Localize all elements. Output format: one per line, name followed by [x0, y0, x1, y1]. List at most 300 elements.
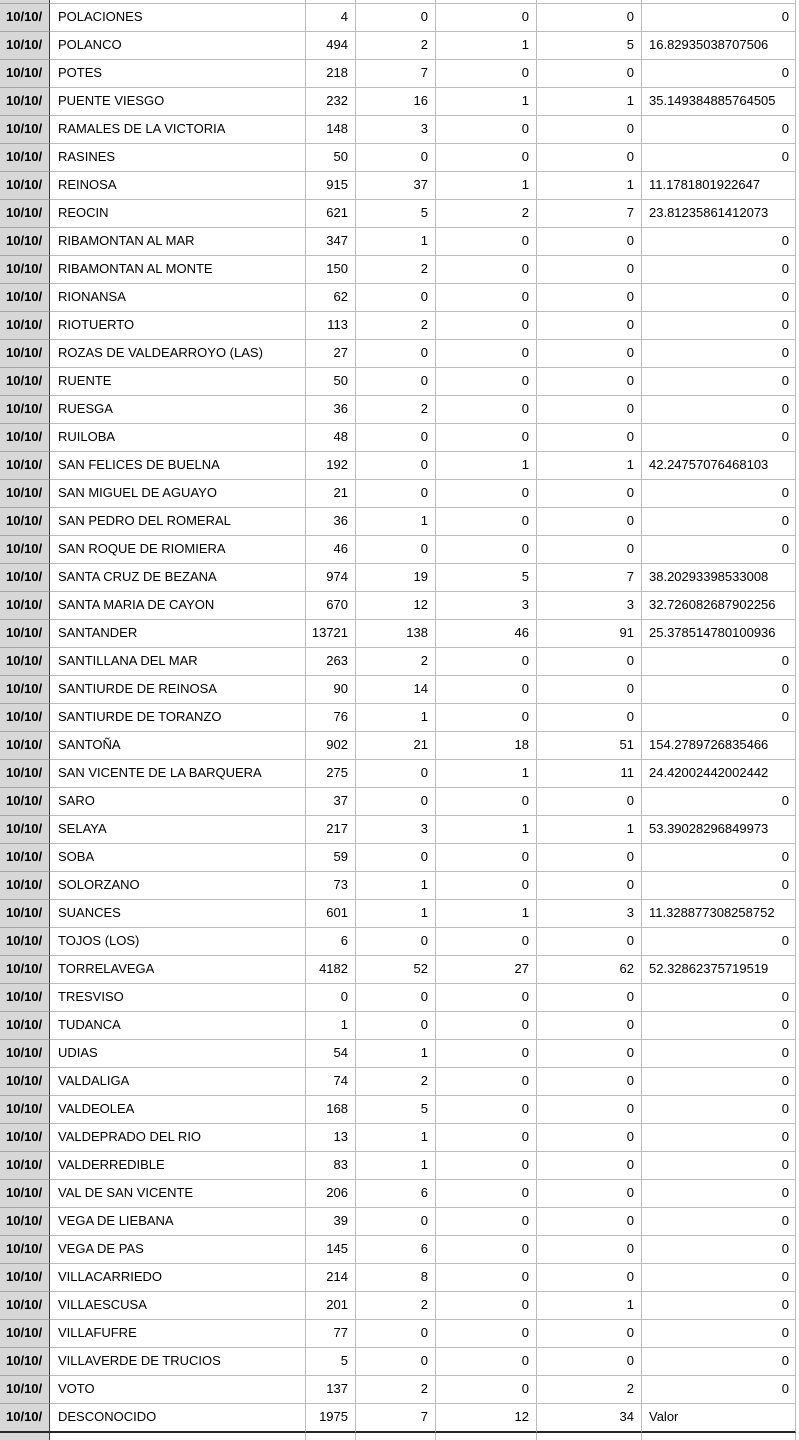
value-cell-2[interactable]: 0 — [356, 788, 436, 816]
value-cell-2[interactable]: 2 — [356, 396, 436, 424]
value-cell-2[interactable]: 2 — [356, 1292, 436, 1320]
value-cell-3[interactable]: 12 — [436, 1404, 537, 1433]
value-cell-1[interactable]: 902 — [306, 732, 356, 760]
rate-cell[interactable]: 154.2789726835466 — [642, 732, 796, 760]
value-cell-1[interactable]: 1 — [306, 1012, 356, 1040]
rate-cell[interactable]: 0 — [642, 1348, 796, 1376]
municipality-cell[interactable]: SANTIURDE DE TORANZO — [50, 704, 306, 732]
rate-cell[interactable]: 53.39028296849973 — [642, 816, 796, 844]
municipality-cell[interactable]: TUDANCA — [50, 1012, 306, 1040]
value-cell-2[interactable]: 0 — [356, 284, 436, 312]
municipality-cell[interactable]: VALDERREDIBLE — [50, 1152, 306, 1180]
municipality-cell[interactable]: RASINES — [50, 144, 306, 172]
municipality-cell[interactable]: DESCONOCIDO — [50, 1404, 306, 1433]
rate-cell[interactable]: 0 — [642, 1236, 796, 1264]
value-cell-3[interactable]: 0 — [436, 648, 537, 676]
date-cell[interactable]: 10/10/ — [0, 1040, 50, 1068]
value-cell-2[interactable]: 0 — [356, 844, 436, 872]
value-cell-3[interactable]: 0 — [436, 788, 537, 816]
rate-cell[interactable]: 0 — [642, 508, 796, 536]
value-cell-1[interactable]: 137 — [306, 1376, 356, 1404]
value-cell-1[interactable]: 62 — [306, 284, 356, 312]
value-cell-1[interactable]: 74 — [306, 1068, 356, 1096]
value-cell-4[interactable]: 0 — [537, 228, 642, 256]
municipality-cell[interactable]: POLANCO — [50, 32, 306, 60]
rate-cell[interactable]: 0 — [642, 480, 796, 508]
value-cell-4[interactable]: 0 — [537, 984, 642, 1012]
municipality-cell[interactable]: SANTA MARIA DE CAYON — [50, 592, 306, 620]
rate-cell[interactable]: 0 — [642, 284, 796, 312]
rate-cell[interactable]: 0 — [642, 704, 796, 732]
municipality-cell[interactable]: POLACIONES — [50, 4, 306, 32]
value-cell-4[interactable]: 0 — [537, 284, 642, 312]
value-cell-3[interactable]: 0 — [436, 1208, 537, 1236]
value-cell-4[interactable]: 1 — [537, 172, 642, 200]
value-cell-3[interactable]: 0 — [436, 1376, 537, 1404]
value-cell-4[interactable]: 0 — [537, 676, 642, 704]
value-cell-4[interactable]: 0 — [537, 1012, 642, 1040]
value-cell-1[interactable]: 73 — [306, 872, 356, 900]
municipality-cell[interactable]: SANTANDER — [50, 620, 306, 648]
value-cell-4[interactable]: 0 — [537, 4, 642, 32]
value-cell-3[interactable]: 0 — [436, 1012, 537, 1040]
rate-cell[interactable]: 0 — [642, 60, 796, 88]
value-cell-4[interactable]: 0 — [537, 704, 642, 732]
value-cell-4[interactable]: 0 — [537, 480, 642, 508]
rate-cell[interactable]: 25.378514780100936 — [642, 620, 796, 648]
date-cell[interactable]: 10/10/ — [0, 88, 50, 116]
value-cell-2[interactable]: 0 — [356, 368, 436, 396]
date-cell[interactable]: 10/10/ — [0, 32, 50, 60]
value-cell-2[interactable]: 52 — [356, 956, 436, 984]
value-cell-3[interactable]: 1 — [436, 172, 537, 200]
value-cell-3[interactable]: 0 — [436, 60, 537, 88]
value-cell-2[interactable]: 2 — [356, 312, 436, 340]
value-cell-4[interactable]: 0 — [537, 144, 642, 172]
value-cell-1[interactable]: 275 — [306, 760, 356, 788]
value-cell-4[interactable]: 0 — [537, 424, 642, 452]
value-cell-3[interactable]: 0 — [436, 284, 537, 312]
value-cell-2[interactable]: 0 — [356, 480, 436, 508]
value-cell-3[interactable]: 0 — [436, 1348, 537, 1376]
date-cell[interactable]: 10/10/ — [0, 1264, 50, 1292]
value-cell-4[interactable]: 0 — [537, 788, 642, 816]
value-cell-1[interactable]: 13 — [306, 1124, 356, 1152]
value-cell-1[interactable]: 50 — [306, 368, 356, 396]
value-cell-1[interactable]: 621 — [306, 200, 356, 228]
municipality-cell[interactable]: SAN FELICES DE BUELNA — [50, 452, 306, 480]
value-cell-1[interactable]: 77 — [306, 1320, 356, 1348]
value-cell-2[interactable]: 2 — [356, 1376, 436, 1404]
value-cell-4[interactable]: 1 — [537, 1292, 642, 1320]
value-cell-2[interactable]: 0 — [356, 1348, 436, 1376]
value-cell-2[interactable]: 0 — [356, 928, 436, 956]
rate-cell[interactable]: 0 — [642, 1040, 796, 1068]
date-cell[interactable]: 10/10/ — [0, 256, 50, 284]
rate-cell[interactable]: 0 — [642, 536, 796, 564]
date-cell[interactable]: 10/10/ — [0, 1012, 50, 1040]
value-cell-3[interactable]: 18 — [436, 732, 537, 760]
value-cell-1[interactable]: 5 — [306, 1348, 356, 1376]
value-cell-2[interactable]: 2 — [356, 1068, 436, 1096]
municipality-cell[interactable]: REOCIN — [50, 200, 306, 228]
date-cell[interactable]: 10/10/ — [0, 900, 50, 928]
rate-cell[interactable]: 42.24757076468103 — [642, 452, 796, 480]
rate-cell[interactable]: 0 — [642, 1180, 796, 1208]
value-cell-4[interactable]: 0 — [537, 536, 642, 564]
rate-cell[interactable]: 0 — [642, 1292, 796, 1320]
value-cell-4[interactable]: 0 — [537, 1124, 642, 1152]
value-cell-2[interactable]: 0 — [356, 760, 436, 788]
rate-cell[interactable]: 0 — [642, 788, 796, 816]
municipality-cell[interactable]: SOBA — [50, 844, 306, 872]
value-cell-4[interactable]: 0 — [537, 116, 642, 144]
value-cell-2[interactable]: 3 — [356, 816, 436, 844]
date-cell[interactable]: 10/10/ — [0, 368, 50, 396]
value-cell-4[interactable]: 0 — [537, 396, 642, 424]
rate-cell[interactable]: 0 — [642, 928, 796, 956]
value-cell-3[interactable]: 0 — [436, 704, 537, 732]
date-cell[interactable]: 10/10/ — [0, 928, 50, 956]
value-cell-3[interactable]: 1 — [436, 816, 537, 844]
value-cell-2[interactable]: 7 — [356, 1404, 436, 1433]
value-cell-1[interactable]: 113 — [306, 312, 356, 340]
rate-cell[interactable]: 16.82935038707506 — [642, 32, 796, 60]
date-cell[interactable]: 10/10/ — [0, 760, 50, 788]
value-cell-1[interactable]: 263 — [306, 648, 356, 676]
value-cell-3[interactable]: 0 — [436, 508, 537, 536]
value-cell-4[interactable]: 0 — [537, 1208, 642, 1236]
value-cell-3[interactable]: 1 — [436, 760, 537, 788]
value-cell-4[interactable]: 0 — [537, 508, 642, 536]
date-cell[interactable]: 10/10/ — [0, 228, 50, 256]
municipality-cell[interactable]: RIBAMONTAN AL MAR — [50, 228, 306, 256]
date-cell[interactable]: 10/10/ — [0, 732, 50, 760]
value-cell-2[interactable]: 5 — [356, 1096, 436, 1124]
municipality-cell[interactable]: REINOSA — [50, 172, 306, 200]
value-cell-1[interactable]: 0 — [306, 984, 356, 1012]
municipality-cell[interactable]: SELAYA — [50, 816, 306, 844]
municipality-cell[interactable]: VEGA DE PAS — [50, 1236, 306, 1264]
date-cell[interactable]: 10/10/ — [0, 592, 50, 620]
value-cell-4[interactable]: 0 — [537, 928, 642, 956]
value-cell-1[interactable]: 168 — [306, 1096, 356, 1124]
value-cell-1[interactable]: 145 — [306, 1236, 356, 1264]
rate-cell[interactable]: 11.1781801922647 — [642, 172, 796, 200]
municipality-cell[interactable]: RIOTUERTO — [50, 312, 306, 340]
value-cell-2[interactable]: 0 — [356, 4, 436, 32]
value-cell-4[interactable]: 0 — [537, 1180, 642, 1208]
value-cell-1[interactable]: 37 — [306, 788, 356, 816]
value-cell-1[interactable]: 36 — [306, 396, 356, 424]
municipality-cell[interactable]: VILLAFUFRE — [50, 1320, 306, 1348]
value-cell-2[interactable]: 1 — [356, 872, 436, 900]
municipality-cell[interactable]: SANTA CRUZ DE BEZANA — [50, 564, 306, 592]
value-cell-4[interactable]: 0 — [537, 1096, 642, 1124]
municipality-cell[interactable]: POTES — [50, 60, 306, 88]
municipality-cell[interactable]: SANTIURDE DE REINOSA — [50, 676, 306, 704]
rate-cell[interactable]: 0 — [642, 396, 796, 424]
date-cell[interactable]: 10/10/ — [0, 144, 50, 172]
municipality-cell[interactable]: TOJOS (LOS) — [50, 928, 306, 956]
date-cell[interactable]: 10/10/ — [0, 1320, 50, 1348]
municipality-cell[interactable]: RUENTE — [50, 368, 306, 396]
rate-cell[interactable]: 0 — [642, 1068, 796, 1096]
rate-cell[interactable]: 0 — [642, 1012, 796, 1040]
value-cell-1[interactable]: 148 — [306, 116, 356, 144]
municipality-cell[interactable]: SAN VICENTE DE LA BARQUERA — [50, 760, 306, 788]
value-cell-4[interactable]: 0 — [537, 340, 642, 368]
date-cell[interactable]: 10/10/ — [0, 844, 50, 872]
municipality-cell[interactable]: UDIAS — [50, 1040, 306, 1068]
municipality-cell[interactable]: SUANCES — [50, 900, 306, 928]
value-cell-4[interactable]: 51 — [537, 732, 642, 760]
municipality-cell[interactable]: ROZAS DE VALDEARROYO (LAS) — [50, 340, 306, 368]
value-cell-3[interactable]: 1 — [436, 452, 537, 480]
date-cell[interactable]: 10/10/ — [0, 1404, 50, 1433]
date-cell[interactable]: 10/10/ — [0, 200, 50, 228]
date-cell[interactable]: 10/10/ — [0, 1180, 50, 1208]
value-cell-3[interactable]: 0 — [436, 340, 537, 368]
value-cell-3[interactable]: 1 — [436, 900, 537, 928]
value-cell-1[interactable]: 217 — [306, 816, 356, 844]
value-cell-2[interactable]: 7 — [356, 60, 436, 88]
value-cell-3[interactable]: 5 — [436, 564, 537, 592]
date-cell[interactable]: 10/10/ — [0, 704, 50, 732]
value-cell-2[interactable]: 1 — [356, 1124, 436, 1152]
date-cell[interactable]: 10/10/ — [0, 1348, 50, 1376]
value-cell-4[interactable]: 0 — [537, 844, 642, 872]
value-cell-1[interactable]: 4 — [306, 4, 356, 32]
value-cell-4[interactable]: 5 — [537, 32, 642, 60]
value-cell-1[interactable]: 48 — [306, 424, 356, 452]
municipality-cell[interactable]: SOLORZANO — [50, 872, 306, 900]
value-cell-3[interactable]: 0 — [436, 424, 537, 452]
date-cell[interactable]: 10/10/ — [0, 872, 50, 900]
rate-cell[interactable]: 0 — [642, 424, 796, 452]
value-cell-4[interactable]: 91 — [537, 620, 642, 648]
value-cell-3[interactable]: 0 — [436, 844, 537, 872]
value-cell-1[interactable]: 974 — [306, 564, 356, 592]
value-cell-1[interactable]: 150 — [306, 256, 356, 284]
value-cell-4[interactable]: 7 — [537, 564, 642, 592]
municipality-cell[interactable]: VEGA DE LIEBANA — [50, 1208, 306, 1236]
value-cell-1[interactable]: 206 — [306, 1180, 356, 1208]
value-cell-2[interactable]: 0 — [356, 984, 436, 1012]
value-cell-2[interactable]: 5 — [356, 200, 436, 228]
value-cell-4[interactable]: 3 — [537, 592, 642, 620]
rate-cell[interactable]: 0 — [642, 144, 796, 172]
rate-cell[interactable]: 0 — [642, 1320, 796, 1348]
date-cell[interactable]: 10/10/ — [0, 984, 50, 1012]
date-cell[interactable]: 10/10/ — [0, 1292, 50, 1320]
value-cell-3[interactable]: 0 — [436, 1096, 537, 1124]
value-cell-2[interactable]: 0 — [356, 1208, 436, 1236]
value-cell-3[interactable]: 0 — [436, 396, 537, 424]
date-cell[interactable]: 10/10/ — [0, 788, 50, 816]
value-cell-3[interactable]: 3 — [436, 592, 537, 620]
date-cell[interactable]: 10/10/ — [0, 508, 50, 536]
rate-cell[interactable]: 0 — [642, 116, 796, 144]
value-cell-3[interactable]: 0 — [436, 536, 537, 564]
value-cell-2[interactable]: 8 — [356, 1264, 436, 1292]
municipality-cell[interactable]: SAN PEDRO DEL ROMERAL — [50, 508, 306, 536]
value-cell-1[interactable]: 50 — [306, 144, 356, 172]
value-cell-1[interactable]: 21 — [306, 480, 356, 508]
value-cell-4[interactable]: 2 — [537, 1376, 642, 1404]
municipality-cell[interactable]: RUESGA — [50, 396, 306, 424]
value-cell-1[interactable]: 27 — [306, 340, 356, 368]
rate-cell[interactable]: 0 — [642, 984, 796, 1012]
value-cell-4[interactable]: 0 — [537, 368, 642, 396]
value-cell-3[interactable]: 0 — [436, 228, 537, 256]
value-cell-3[interactable]: 0 — [436, 1180, 537, 1208]
date-cell[interactable]: 10/10/ — [0, 312, 50, 340]
value-cell-1[interactable]: 494 — [306, 32, 356, 60]
value-cell-4[interactable]: 0 — [537, 1152, 642, 1180]
value-cell-3[interactable]: 0 — [436, 676, 537, 704]
rate-cell[interactable]: 38.20293398533008 — [642, 564, 796, 592]
value-cell-2[interactable]: 12 — [356, 592, 436, 620]
value-cell-3[interactable]: 0 — [436, 928, 537, 956]
date-cell[interactable]: 10/10/ — [0, 340, 50, 368]
municipality-cell[interactable]: SANTOÑA — [50, 732, 306, 760]
date-cell[interactable]: 10/10/ — [0, 1124, 50, 1152]
municipality-cell[interactable]: SAN ROQUE DE RIOMIERA — [50, 536, 306, 564]
rate-cell[interactable]: 0 — [642, 228, 796, 256]
municipality-cell[interactable]: RIONANSA — [50, 284, 306, 312]
date-cell[interactable]: 10/10/ — [0, 452, 50, 480]
value-cell-4[interactable]: 1 — [537, 88, 642, 116]
value-cell-1[interactable]: 347 — [306, 228, 356, 256]
municipality-cell[interactable]: VILLAESCUSA — [50, 1292, 306, 1320]
value-cell-4[interactable]: 0 — [537, 872, 642, 900]
date-cell[interactable]: 10/10/ — [0, 284, 50, 312]
municipality-cell[interactable]: VAL DE SAN VICENTE — [50, 1180, 306, 1208]
value-cell-3[interactable]: 1 — [436, 32, 537, 60]
value-cell-4[interactable]: 0 — [537, 1068, 642, 1096]
municipality-cell[interactable]: SAN MIGUEL DE AGUAYO — [50, 480, 306, 508]
value-cell-2[interactable]: 1 — [356, 1040, 436, 1068]
value-cell-3[interactable]: 46 — [436, 620, 537, 648]
value-cell-3[interactable]: 0 — [436, 480, 537, 508]
value-cell-4[interactable]: 0 — [537, 60, 642, 88]
value-cell-4[interactable]: 0 — [537, 312, 642, 340]
rate-cell[interactable]: 0 — [642, 844, 796, 872]
date-cell[interactable]: 10/10/ — [0, 536, 50, 564]
value-cell-2[interactable]: 3 — [356, 116, 436, 144]
value-cell-1[interactable]: 76 — [306, 704, 356, 732]
date-cell[interactable]: 10/10/ — [0, 1236, 50, 1264]
rate-cell[interactable]: 0 — [642, 676, 796, 704]
value-cell-1[interactable]: 39 — [306, 1208, 356, 1236]
value-cell-3[interactable]: 0 — [436, 256, 537, 284]
rate-cell[interactable]: 23.81235861412073 — [642, 200, 796, 228]
value-cell-2[interactable]: 138 — [356, 620, 436, 648]
value-cell-1[interactable]: 13721 — [306, 620, 356, 648]
value-cell-3[interactable]: 0 — [436, 1236, 537, 1264]
value-cell-2[interactable]: 0 — [356, 536, 436, 564]
rate-cell[interactable]: 11.328877308258752 — [642, 900, 796, 928]
value-cell-1[interactable]: 232 — [306, 88, 356, 116]
rate-cell[interactable]: 0 — [642, 368, 796, 396]
value-cell-2[interactable]: 2 — [356, 256, 436, 284]
municipality-cell[interactable]: VALDALIGA — [50, 1068, 306, 1096]
value-cell-4[interactable]: 11 — [537, 760, 642, 788]
municipality-cell[interactable]: RAMALES DE LA VICTORIA — [50, 116, 306, 144]
date-cell[interactable]: 10/10/ — [0, 620, 50, 648]
value-cell-1[interactable]: 90 — [306, 676, 356, 704]
value-cell-3[interactable]: 1 — [436, 88, 537, 116]
value-cell-4[interactable]: 0 — [537, 1236, 642, 1264]
value-cell-3[interactable]: 0 — [436, 1320, 537, 1348]
date-cell[interactable]: 10/10/ — [0, 676, 50, 704]
value-cell-4[interactable]: 0 — [537, 1040, 642, 1068]
value-cell-2[interactable]: 21 — [356, 732, 436, 760]
value-cell-4[interactable]: 0 — [537, 1264, 642, 1292]
value-cell-2[interactable]: 1 — [356, 228, 436, 256]
value-cell-3[interactable]: 0 — [436, 1152, 537, 1180]
value-cell-2[interactable]: 0 — [356, 340, 436, 368]
value-cell-1[interactable]: 6 — [306, 928, 356, 956]
value-cell-4[interactable]: 0 — [537, 1348, 642, 1376]
date-cell[interactable]: 10/10/ — [0, 1376, 50, 1404]
value-cell-1[interactable]: 201 — [306, 1292, 356, 1320]
date-cell[interactable]: 10/10/ — [0, 480, 50, 508]
municipality-cell[interactable]: TORRELAVEGA — [50, 956, 306, 984]
value-cell-2[interactable]: 0 — [356, 144, 436, 172]
value-cell-1[interactable]: 1975 — [306, 1404, 356, 1433]
rate-cell[interactable]: 0 — [642, 256, 796, 284]
value-cell-3[interactable]: 0 — [436, 368, 537, 396]
value-cell-3[interactable]: 0 — [436, 4, 537, 32]
date-cell[interactable]: 10/10/ — [0, 1096, 50, 1124]
rate-cell[interactable]: 0 — [642, 4, 796, 32]
rate-cell[interactable]: 0 — [642, 1152, 796, 1180]
value-cell-1[interactable]: 915 — [306, 172, 356, 200]
municipality-cell[interactable]: VALDEOLEA — [50, 1096, 306, 1124]
value-cell-4[interactable]: 0 — [537, 256, 642, 284]
date-cell[interactable]: 10/10/ — [0, 1152, 50, 1180]
date-cell[interactable]: 10/10/ — [0, 564, 50, 592]
value-cell-1[interactable]: 218 — [306, 60, 356, 88]
rate-cell[interactable]: 0 — [642, 872, 796, 900]
value-cell-2[interactable]: 14 — [356, 676, 436, 704]
value-cell-1[interactable]: 46 — [306, 536, 356, 564]
value-cell-3[interactable]: 0 — [436, 872, 537, 900]
value-cell-1[interactable]: 36 — [306, 508, 356, 536]
value-cell-3[interactable]: 0 — [436, 1068, 537, 1096]
value-cell-2[interactable]: 1 — [356, 1152, 436, 1180]
value-cell-4[interactable]: 34 — [537, 1404, 642, 1433]
rate-cell[interactable]: 0 — [642, 1264, 796, 1292]
rate-cell[interactable]: 0 — [642, 648, 796, 676]
date-cell[interactable]: 10/10/ — [0, 116, 50, 144]
value-cell-4[interactable]: 1 — [537, 452, 642, 480]
rate-cell[interactable]: 0 — [642, 312, 796, 340]
value-cell-2[interactable]: 1 — [356, 704, 436, 732]
value-cell-4[interactable]: 1 — [537, 816, 642, 844]
value-cell-1[interactable]: 4182 — [306, 956, 356, 984]
value-cell-3[interactable]: 0 — [436, 1040, 537, 1068]
rate-cell[interactable]: 0 — [642, 1376, 796, 1404]
value-cell-4[interactable]: 3 — [537, 900, 642, 928]
date-cell[interactable]: 10/10/ — [0, 60, 50, 88]
date-cell[interactable]: 10/10/ — [0, 648, 50, 676]
date-cell[interactable]: 10/10/ — [0, 816, 50, 844]
value-cell-3[interactable]: 0 — [436, 1124, 537, 1152]
value-cell-3[interactable]: 27 — [436, 956, 537, 984]
